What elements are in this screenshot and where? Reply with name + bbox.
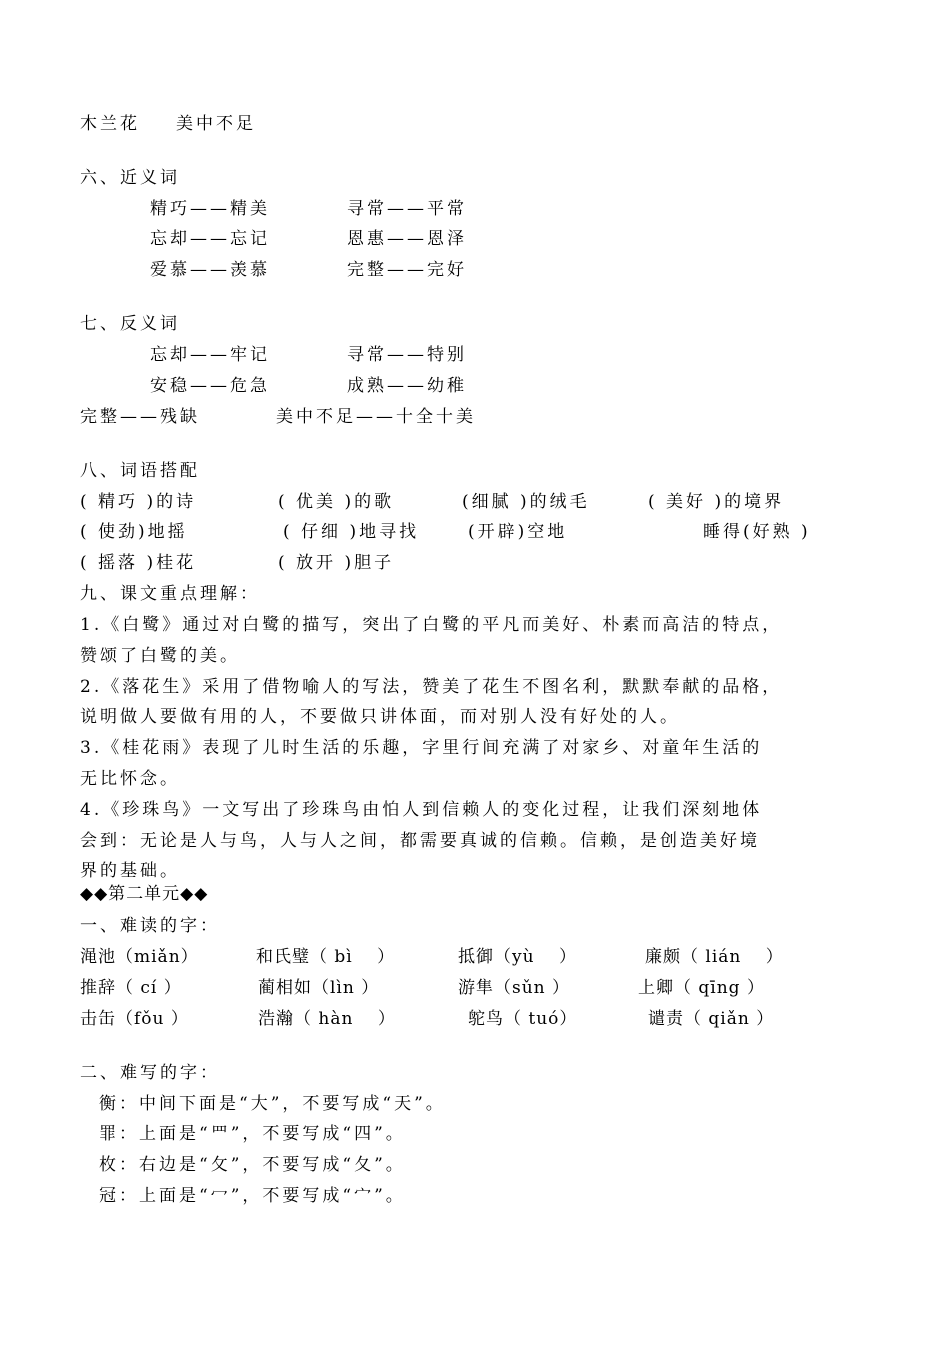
key-point-line: 界的基础。: [80, 861, 180, 881]
synonym-pair: 恩惠——恩泽: [347, 229, 467, 249]
reading-item: 抵御（yù ）: [458, 947, 577, 967]
collocation: ( 仔细 )地寻找: [283, 522, 420, 542]
collocation: 睡得(好熟 ): [703, 522, 811, 542]
reading-item: 廉颇（ lián ）: [645, 947, 784, 967]
collocation: (细腻 )的绒毛: [462, 492, 590, 512]
reading-item: 游隼（sǔn ）: [458, 978, 571, 998]
reading-item: 击缶（fǒu ）: [80, 1009, 189, 1029]
reading-item: 谴责（ qiǎn ）: [648, 1009, 775, 1029]
antonym-pair: 美中不足——十全十美: [276, 407, 476, 427]
hard-to-write-heading: 二、难写的字：: [80, 1063, 220, 1083]
writing-tip: 衡：中间下面是“大”，不要写成“天”。: [99, 1094, 446, 1114]
reading-item: 推辞（ cí ）: [80, 978, 182, 998]
collocation: ( 使劲)地摇: [80, 522, 188, 542]
collocation: ( 放开 )胆子: [278, 553, 395, 573]
writing-tip: 枚：右边是“攵”，不要写成“夂”。: [99, 1155, 406, 1175]
writing-tip: 冠：上面是“冖”，不要写成“宀”。: [99, 1186, 406, 1206]
key-point-line: 无比怀念。: [80, 769, 180, 789]
reading-item: 浩瀚（ hàn ）: [258, 1009, 396, 1029]
synonym-pair: 爱慕——羡慕: [150, 260, 270, 280]
reading-item: 鸵鸟（ tuó）: [468, 1009, 578, 1029]
synonym-pair: 忘却——忘记: [150, 229, 270, 249]
antonyms-heading: 七、反义词: [80, 314, 180, 334]
collocation: ( 美好 )的境界: [648, 492, 785, 512]
collocations-heading: 八、词语搭配: [80, 461, 200, 481]
synonym-pair: 寻常——平常: [347, 199, 467, 219]
key-points-heading: 九、课文重点理解：: [80, 584, 260, 604]
unit-two-heading: ◆◆第二单元◆◆: [80, 884, 209, 904]
key-point-line: 说明做人要做有用的人，不要做只讲体面，而对别人没有好处的人。: [80, 707, 680, 727]
collocation: (开辟)空地: [468, 522, 568, 542]
writing-tip: 罪：上面是“罒”，不要写成“四”。: [99, 1124, 406, 1144]
top-right-word: 美中不足: [176, 114, 256, 134]
key-point-line: 赞颂了白鹭的美。: [80, 646, 240, 666]
reading-item: 上卿（ qīng ）: [638, 978, 765, 998]
top-left-word: 木兰花: [80, 114, 140, 134]
collocation: ( 精巧 )的诗: [80, 492, 197, 512]
key-point-line: 会到：无论是人与鸟，人与人之间，都需要真诚的信赖。信赖，是创造美好境: [80, 831, 760, 851]
antonym-pair: 忘却——牢记: [150, 345, 270, 365]
hard-to-read-heading: 一、难读的字：: [80, 916, 220, 936]
reading-item: 和氏璧（ bì ）: [256, 947, 396, 967]
antonym-pair: 成熟——幼稚: [347, 376, 467, 396]
collocation: ( 优美 )的歌: [278, 492, 395, 512]
antonym-pair: 寻常——特别: [347, 345, 467, 365]
key-point-line: 2.《落花生》采用了借物喻人的写法，赞美了花生不图名利，默默奉献的品格，: [80, 677, 783, 697]
key-point-line: 4.《珍珠鸟》一文写出了珍珠鸟由怕人到信赖人的变化过程，让我们深刻地体: [80, 800, 763, 820]
antonym-pair: 安稳——危急: [150, 376, 270, 396]
synonym-pair: 完整——完好: [347, 260, 467, 280]
synonyms-heading: 六、近义词: [80, 168, 180, 188]
key-point-line: 1.《白鹭》通过对白鹭的描写，突出了白鹭的平凡而美好、朴素而高洁的特点，: [80, 615, 783, 635]
key-point-line: 3.《桂花雨》表现了儿时生活的乐趣，字里行间充满了对家乡、对童年生活的: [80, 738, 763, 758]
reading-item: 蔺相如（lìn ）: [258, 978, 380, 998]
synonym-pair: 精巧——精美: [150, 199, 270, 219]
antonym-pair: 完整——残缺: [80, 407, 200, 427]
reading-item: 渑池（miǎn）: [80, 947, 199, 967]
collocation: ( 摇落 )桂花: [80, 553, 197, 573]
